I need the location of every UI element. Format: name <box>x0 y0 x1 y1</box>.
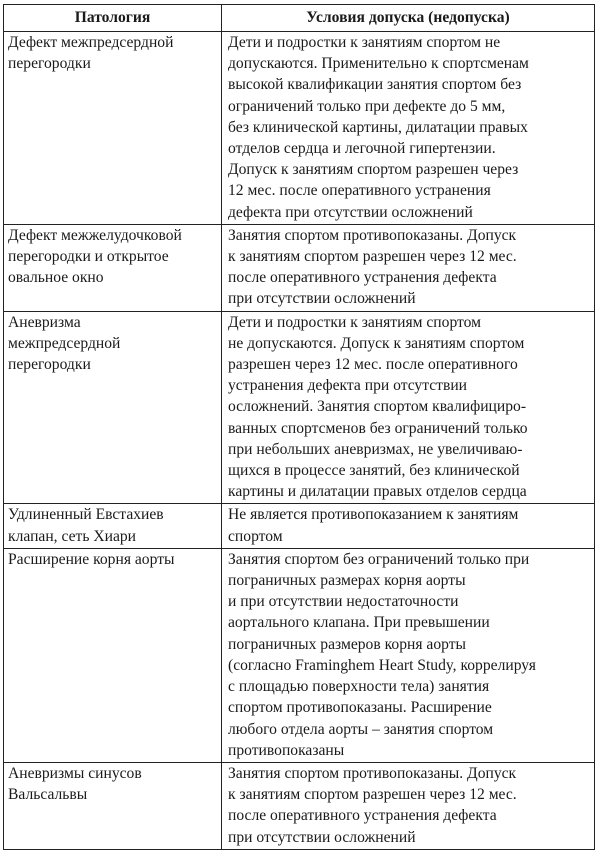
conditions-line: при отсутствии осложнений <box>228 290 416 308</box>
conditions-line: спортом <box>228 527 283 545</box>
header-conditions: Условия допуска (недопуска) <box>222 5 595 32</box>
conditions-line: щихся в процессе занятий, без клинической <box>228 462 520 480</box>
conditions-line: Дети и подростки к занятиям спортом не <box>228 34 501 51</box>
pathology-line: Аневризма <box>8 313 81 331</box>
conditions-line: 12 мес. после оперативного устранения <box>228 182 491 200</box>
conditions-line: отделов сердца и легочной гипертензии. <box>228 140 496 158</box>
conditions-cell <box>222 32 595 225</box>
pathology-line: Удлиненный Евстахиев <box>8 506 164 524</box>
pathology-line: межпредсердной <box>8 334 121 352</box>
conditions-cell <box>222 548 595 762</box>
conditions-line: дефекта при отсутствии осложнений <box>228 203 473 221</box>
pathology-line: овальное окно <box>8 269 104 287</box>
table-row <box>4 548 595 762</box>
pathology-line: клапан, сеть Хиари <box>8 527 137 545</box>
conditions-line: при отсутствии осложнений <box>228 828 416 846</box>
conditions-line: Занятия спортом противопоказаны. Допуск <box>228 226 517 244</box>
pathology-line: перегородки <box>8 55 91 73</box>
conditions-line: спортом противопоказаны. Расширение <box>228 699 492 717</box>
sports-admission-table <box>3 4 595 850</box>
pathology-line: Дефект межжелудочковой <box>8 226 182 244</box>
table-row <box>4 311 595 504</box>
pathology-cell <box>4 32 222 225</box>
conditions-line: с площадью поверхности тела) занятия <box>228 678 490 696</box>
pathology-cell <box>4 224 222 311</box>
conditions-line: картины и дилатации правых отделов сердца <box>228 483 527 501</box>
conditions-line: Допуск к занятиям спортом разрешен через <box>228 161 519 179</box>
conditions-line: к занятиям спортом разрешен через 12 мес. <box>228 248 517 266</box>
conditions-line: ограничений только при дефекте до 5 мм, <box>228 97 506 115</box>
conditions-line: Занятия спортом противопоказаны. Допуск <box>228 764 517 782</box>
conditions-line: устранения дефекта при отсутствии <box>228 377 468 395</box>
conditions-line: разрешен через 12 мес. после оперативного <box>228 356 518 374</box>
conditions-line: после оперативного устранения дефекта <box>228 269 497 287</box>
pathology-cell <box>4 504 222 548</box>
table-row <box>4 504 595 548</box>
pathology-line: Расширение корня аорты <box>8 550 175 568</box>
table-row <box>4 32 595 225</box>
pathology-line: Дефект межпредсердной <box>8 34 174 51</box>
conditions-line: осложнений. Занятия спортом квалифициро- <box>228 398 527 416</box>
pathology-line: Вальсальвы <box>8 786 88 804</box>
conditions-line: высокой квалификации занятия спортом без <box>228 76 522 94</box>
conditions-cell <box>222 311 595 504</box>
conditions-line: к занятиям спортом разрешен через 12 мес. <box>228 786 517 804</box>
conditions-line: Дети и подростки к занятиям спортом <box>228 313 482 331</box>
pathology-line: перегородки <box>8 356 91 374</box>
conditions-line: (согласно Framinghem Heart Study, коррелируя <box>228 656 536 674</box>
conditions-cell <box>222 504 595 548</box>
conditions-cell <box>222 762 595 849</box>
conditions-line: без клинической картины, дилатации правых <box>228 118 528 136</box>
table-row <box>4 224 595 311</box>
conditions-line: Занятия спортом без ограничений только при <box>228 550 530 568</box>
table-header-row <box>4 5 595 32</box>
conditions-line: аортального клапана. При превышении <box>228 614 490 632</box>
conditions-line: после оперативного устранения дефекта <box>228 807 497 825</box>
pathology-line: перегородки и открытое <box>8 248 169 266</box>
pathology-cell <box>4 311 222 504</box>
header-pathology: Патология <box>4 5 222 32</box>
conditions-line: любого отдела аорты – занятия спортом <box>228 720 494 738</box>
pathology-cell <box>4 548 222 762</box>
conditions-line: допускаются. Применительно к спортсменам <box>228 55 529 73</box>
conditions-line: не допускаются. Допуск к занятиям спортом <box>228 334 525 352</box>
conditions-line: и при отсутствии недостаточности <box>228 593 459 611</box>
table-body <box>4 32 595 850</box>
conditions-line: ванных спортсменов без ограничений только <box>228 419 528 437</box>
conditions-line: пограничных размерах корня аорты <box>228 572 466 590</box>
conditions-line: при небольших аневризмах, не увеличиваю- <box>228 440 523 458</box>
conditions-line: Не является противопоказанием к занятиям <box>228 506 519 524</box>
conditions-line: противопоказаны <box>228 741 345 759</box>
conditions-line: пограничных размеров корня аорты <box>228 635 467 653</box>
conditions-cell <box>222 224 595 311</box>
pathology-line: Аневризмы синусов <box>8 764 142 782</box>
pathology-cell <box>4 762 222 849</box>
table-row <box>4 762 595 849</box>
